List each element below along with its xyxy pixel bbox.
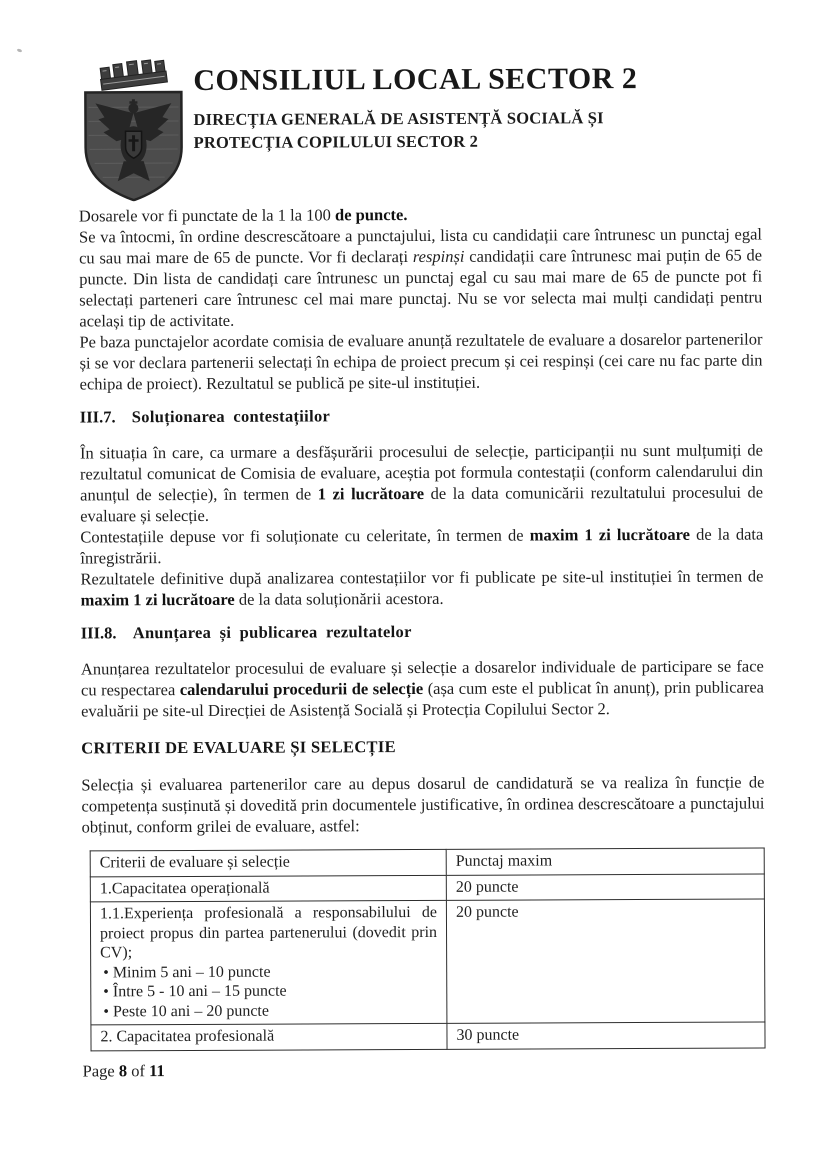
org-subtitle-line2: PROTECȚIA COPILULUI SECTOR 2 bbox=[193, 131, 479, 152]
text-run-bold: maxim 1 zi lucrătoare bbox=[80, 589, 235, 610]
points-cell: 20 puncte bbox=[446, 873, 764, 900]
paragraph-contestation-terms bbox=[80, 439, 763, 526]
criteria-column-header: Criterii de evaluare și selecție bbox=[90, 849, 446, 876]
text-run-bold: 1 zi lucrătoare bbox=[317, 483, 425, 504]
document-body bbox=[79, 202, 766, 1080]
document-header bbox=[76, 54, 773, 203]
evaluation-criteria-table bbox=[90, 847, 766, 1050]
section-number: III.7. bbox=[79, 407, 116, 427]
text-run-italic: respinși bbox=[412, 246, 465, 267]
org-subtitle bbox=[193, 105, 773, 154]
paragraph-ranking-list bbox=[79, 223, 762, 331]
criteria-section-heading: CRITERII DE EVALUARE ȘI SELECȚIE bbox=[81, 737, 396, 758]
section-heading-iii7 bbox=[80, 403, 763, 427]
text-run: Se va întocmi, în ordine descrescătoare a punctajului, lista cu candidații care întrunesc un punctaj egal cu sau mai mare de 65 de puncte. Vor fi declarați bbox=[78, 224, 763, 268]
criteria-text: 1.1.Experiența profesională a responsabilului de proiect propus din partea partenerului (dovedit prin CV); bbox=[99, 903, 438, 962]
text-run: de la data soluționării acestora. bbox=[234, 588, 444, 609]
coat-of-arms-icon bbox=[76, 59, 191, 201]
text-run-bold: calendarului procedurii de selecție bbox=[179, 678, 424, 700]
org-title: CONSILIUL LOCAL SECTOR 2 bbox=[193, 62, 638, 97]
paragraph-final-results bbox=[80, 565, 763, 610]
paragraph-contestation-resolution bbox=[80, 523, 763, 568]
text-run: În situația în care, ca urmare a desfășurării procesului de selecție, participanții nu sunt mulțumiți de rezultatul comunicat de Comisia de evaluare, aceștia pot formula contestații (conform calendarului din anunțul de selecție), în termen de bbox=[79, 440, 764, 505]
points-cell: 30 puncte bbox=[447, 1022, 765, 1049]
text-run: candidații care întrunesc mai puțin de 65 de puncte. Din lista de candidați care întrunesc un punctaj egal cu sau mai mare de 65 de puncte pot fi selectați parteneri care întrunesc cel mai mare punctaj. Nu se vor selecta mai mulți candidați pentru același tip de activitate. bbox=[79, 245, 763, 331]
text-run: (așa cum este el publicat în anunț), prin publicarea evaluării pe site-ul Direcției de Asistență Socială și Protecția Copilului Sector 2. bbox=[81, 677, 765, 721]
text-run: Contestațiile depuse vor fi soluționate cu celeritate, în termen de bbox=[80, 525, 530, 547]
criteria-bullet: • Minim 5 ani – 10 puncte bbox=[103, 963, 271, 981]
section-title: Soluționarea contestațiilor bbox=[131, 406, 331, 427]
text-run: de la data comunicării rezultatului procesului de evaluare și selecție. bbox=[80, 482, 764, 526]
table-row bbox=[91, 1022, 765, 1050]
section-number: III.8. bbox=[80, 623, 117, 643]
org-subtitle-line1: DIRECȚIA GENERALĂ DE ASISTENȚĂ SOCIALĂ ȘI bbox=[193, 108, 604, 129]
table-row bbox=[90, 873, 764, 901]
text-run: of bbox=[127, 1060, 150, 1080]
text-run: Dosarele vor fi punctate de la 1 la 100 bbox=[78, 205, 336, 226]
page-total: 11 bbox=[149, 1060, 165, 1080]
text-run: Page bbox=[82, 1060, 119, 1080]
text-run: Rezultatele definitive după analizarea contestațiilor vor fi publicate pe site-ul instituției în termen de bbox=[80, 566, 764, 589]
text-run-bold: de puncte. bbox=[334, 205, 408, 225]
paragraph-selection-method: Selecția și evaluarea partenerilor care au depus dosarul de candidatură se va realiza în funcție de competența susținută și dovedită prin documentele justificative, în ordinea descrescătoare a punctajului obținut, conform grilei de evaluare, astfel: bbox=[81, 772, 765, 837]
criteria-bullet: • Peste 10 ani – 20 puncte bbox=[103, 1002, 269, 1020]
section-heading-iii8 bbox=[81, 619, 764, 643]
points-column-header: Punctaj maxim bbox=[446, 848, 764, 875]
criteria-cell: 2. Capacitatea profesională bbox=[91, 1023, 447, 1050]
org-identity bbox=[193, 62, 773, 154]
paragraph-scoring-range bbox=[79, 202, 762, 226]
table-row bbox=[90, 899, 765, 1025]
section-title: Anunțarea și publicarea rezultatelor bbox=[132, 622, 412, 643]
points-cell: 20 puncte bbox=[446, 899, 765, 1023]
text-run-bold: maxim 1 zi lucrătoare bbox=[529, 524, 690, 545]
page-number: 8 bbox=[118, 1060, 128, 1080]
criteria-bullet: • Între 5 - 10 ani – 15 puncte bbox=[103, 982, 287, 1001]
page-footer bbox=[83, 1057, 766, 1081]
text-run: Anunțarea rezultatelor procesului de evaluare și selecție a dosarelor individuale de participare se face cu respectarea bbox=[80, 656, 764, 700]
paragraph-results-announcement: Pe baza punctajelor acordate comisia de evaluare anunță rezultatele de evaluare a dosarelor partenerilor și se vor declara partenerii selectați în echipa de proiect precum și cei respinși (cei care nu fac parte din echipa de proiect). Rezultatul se publică pe site-ul instituției. bbox=[79, 329, 763, 394]
text-run: de la data înregistrării. bbox=[80, 524, 764, 568]
criteria-cell: 1.Capacitatea operațională bbox=[90, 875, 446, 902]
criteria-cell bbox=[90, 900, 447, 1025]
table-header-row bbox=[90, 848, 764, 876]
paragraph-publication bbox=[81, 655, 764, 721]
